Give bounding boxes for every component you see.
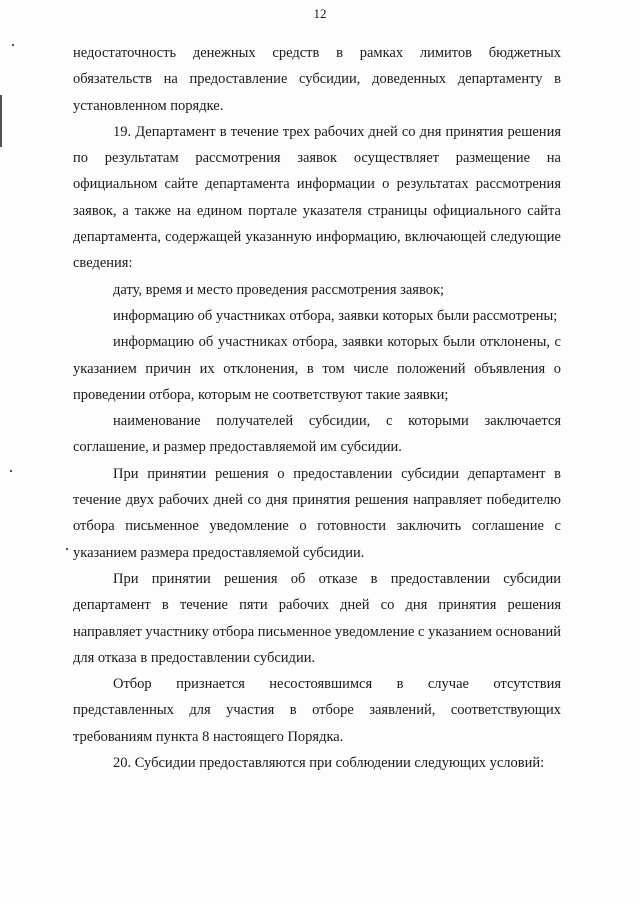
paragraph: наименование получателей субсидии, с которыми заключается соглашение, и размер предоставляемой им субсидии. xyxy=(73,413,561,456)
scan-dot xyxy=(66,548,68,550)
paragraph: недостаточность денежных средств в рамках лимитов бюджетных обязательств на предоставление субсидии, доведенных департаменту в установленном порядке. xyxy=(73,45,561,114)
paragraph: 19. Департамент в течение трех рабочих дней со дня принятия решения по результатам рассмотрения заявок осуществляет размещение на официальном сайте департамента информации о результатах рассмотрения заявок, а также на едином портале указателя страницы официального сайта департамента, содержащей указанную информацию, включающей следующие сведения: xyxy=(73,123,561,272)
paragraph: информацию об участниках отбора, заявки которых были рассмотрены; xyxy=(113,307,558,324)
paragraph: При принятии решения об отказе в предоставлении субсидии департамент в течение пяти рабочих дней со дня принятия решения направляет участнику отбора письменное уведомление с указанием оснований для отказа в предоставлении субсидии. xyxy=(73,570,561,666)
scan-dot xyxy=(12,44,14,46)
paragraph: При принятии решения о предоставлении субсидии департамент в течение двух рабочих дней со дня принятия решения направляет победителю отбора письменное уведомление о готовности заключить соглашение с указанием размера предоставляемой субсидии. xyxy=(73,465,561,561)
scan-margin-line xyxy=(0,95,2,147)
document-body xyxy=(73,40,561,776)
paragraph: дату, время и место проведения рассмотрения заявок; xyxy=(113,281,445,298)
scan-dot xyxy=(10,470,12,472)
paragraph: Отбор признается несостоявшимся в случае отсутствия представленных для участия в отборе заявлений, соответствующих требованиям пункта 8 настоящего Порядка. xyxy=(73,676,561,745)
paragraph: информацию об участниках отбора, заявки которых были отклонены, с указанием причин их отклонения, в том числе положений объявления о проведении отбора, которым не соответствуют такие заявки; xyxy=(73,334,561,403)
page-number: 12 xyxy=(313,6,327,21)
paragraph: 20. Субсидии предоставляются при соблюдении следующих условий: xyxy=(113,755,545,772)
